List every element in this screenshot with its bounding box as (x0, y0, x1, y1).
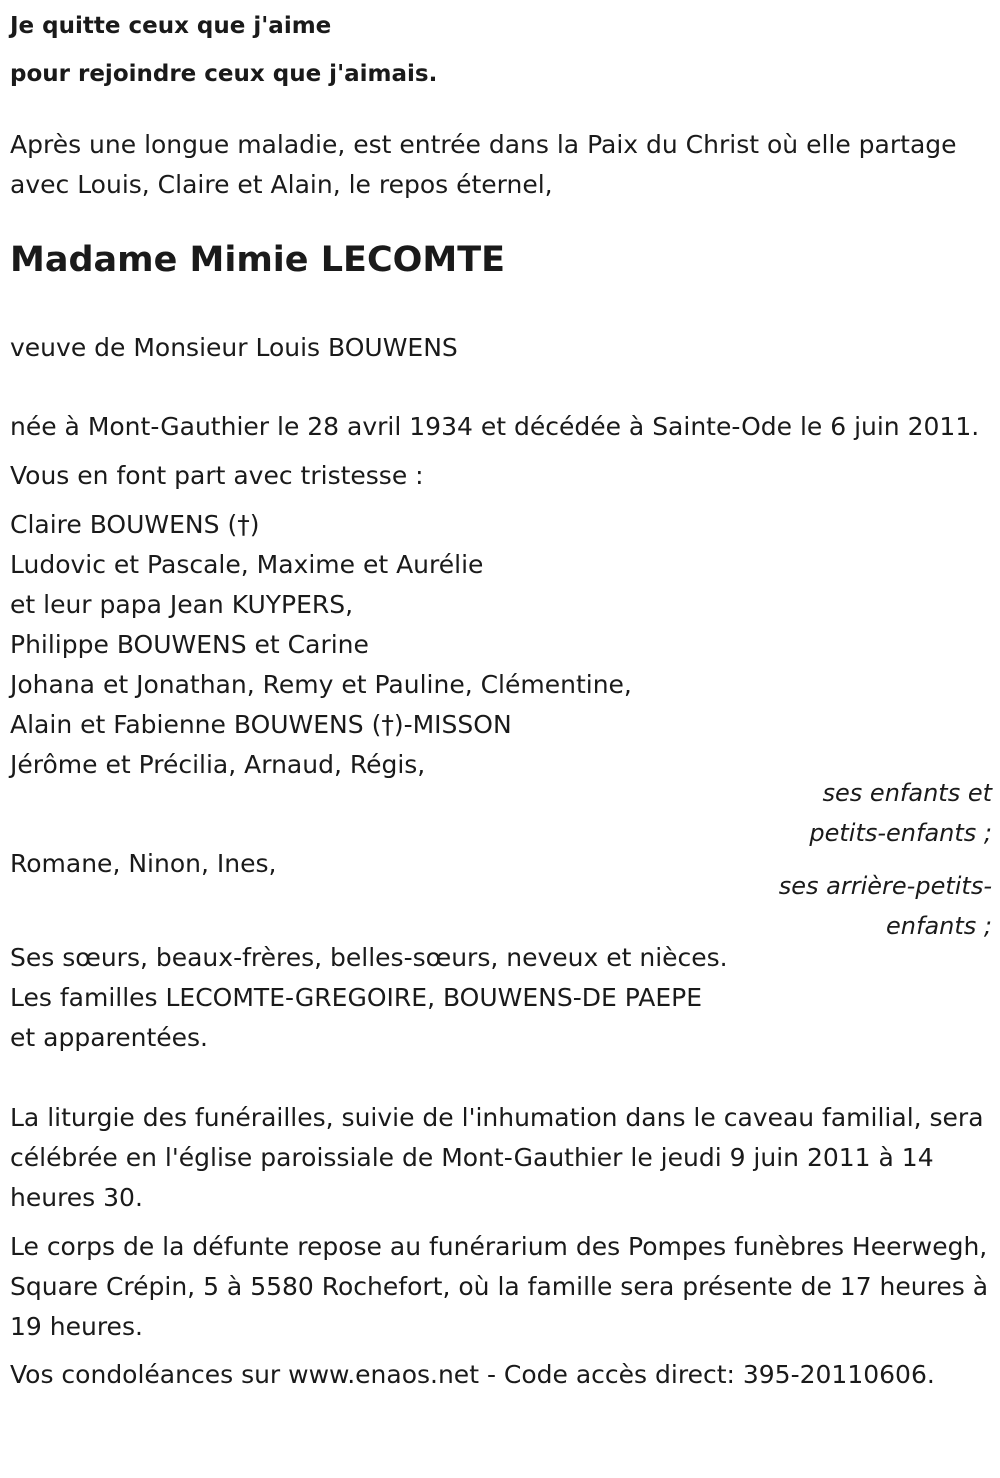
relatives-list (10, 938, 992, 1058)
list-item: Claire BOUWENS (†) (10, 510, 260, 539)
funeral-home-paragraph: Le corps de la défunte repose au funérarium des Pompes funèbres Heerwegh, Square Crépin, 5 à 5580 Rochefort, où la famille sera présente de 17 heures à 19 heures. (10, 1232, 989, 1341)
epigraph-line-1: Je quitte ceux que j'aime (10, 13, 332, 39)
list-item: Romane, Ninon, Ines, (10, 849, 277, 878)
list-item: Les familles LECOMTE-GREGOIRE, BOUWENS-DE PAEPE (10, 983, 702, 1012)
condolences-line: Vos condoléances sur www.enaos.net - Code accès direct: 395-20110606. (10, 1360, 935, 1389)
list-item: Philippe BOUWENS et Carine (10, 630, 369, 659)
list-item: Ses sœurs, beaux-frères, belles-sœurs, neveux et nièces. (10, 943, 728, 972)
list-item: Alain et Fabienne BOUWENS (†)-MISSON (10, 710, 512, 739)
list-item: et apparentées. (10, 1023, 208, 1052)
widow-of: veuve de Monsieur Louis BOUWENS (10, 333, 458, 362)
role-line: ses enfants et (822, 779, 992, 807)
list-item: Jérôme et Précilia, Arnaud, Régis, (10, 750, 426, 779)
children-list (10, 505, 992, 785)
role-line: petits-enfants ; (809, 819, 992, 847)
obituary-notice (10, 0, 992, 1395)
role-line: ses arrière-petits- (778, 872, 992, 900)
list-item: Johana et Jonathan, Remy et Pauline, Clémentine, (10, 670, 632, 699)
announcement: Vous en font part avec tristesse : (10, 461, 424, 490)
deceased-name: Madame Mimie LECOMTE (10, 240, 505, 280)
epigraph-line-2: pour rejoindre ceux que j'aimais. (10, 61, 438, 87)
epigraph (10, 2, 992, 98)
role-line: enfants ; (886, 912, 992, 940)
liturgy-paragraph: La liturgie des funérailles, suivie de l'inhumation dans le caveau familial, sera célébrée en l'église paroissiale de Mont-Gauthier le jeudi 9 juin 2011 à 14 heures 30. (10, 1103, 984, 1212)
list-item: et leur papa Jean KUYPERS, (10, 590, 354, 619)
role-children-label (10, 773, 992, 853)
birth-death-dates: née à Mont-Gauthier le 28 avril 1934 et décédée à Sainte-Ode le 6 juin 2011. (10, 412, 980, 441)
list-item: Ludovic et Pascale, Maxime et Aurélie (10, 550, 484, 579)
intro-paragraph: Après une longue maladie, est entrée dans la Paix du Christ où elle partage avec Louis, Claire et Alain, le repos éternel, (10, 130, 957, 199)
